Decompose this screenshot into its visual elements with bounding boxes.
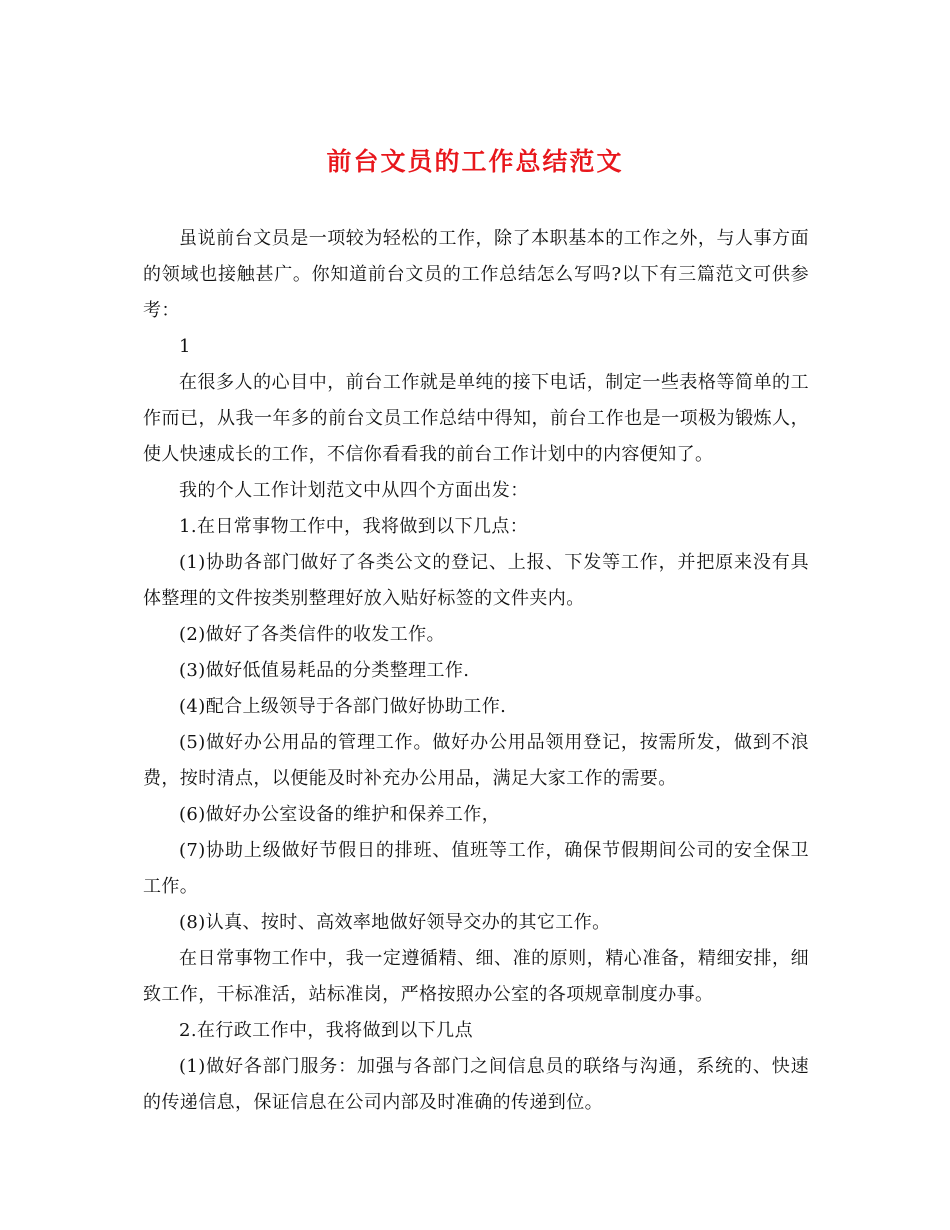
- paragraph: 在日常事物工作中，我一定遵循精、细、准的原则，精心准备，精细安排，细致工作，干标准活，站标准岗，严格按照办公室的各项规章制度办事。: [143, 948, 809, 1005]
- list-item: (3)做好低值易耗品的分类整理工作.: [179, 660, 470, 681]
- list-item: (8)认真、按时、高效率地做好领导交办的其它工作。: [179, 912, 611, 933]
- list-item: (1)协助各部门做好了各类公文的登记、上报、下发等工作，并把原来没有具体整理的文件按类别整理好放入贴好标签的文件夹内。: [143, 552, 809, 609]
- list-item: (4)配合上级领导于各部门做好协助工作.: [179, 696, 507, 717]
- list-item: (1)做好各部门服务：加强与各部门之间信息员的联络与沟通，系统的、快速的传递信息，保证信息在公司内部及时准确的传递到位。: [143, 1056, 809, 1113]
- list-item: (2)做好了各类信件的收发工作。: [179, 624, 445, 645]
- paragraph: 在很多人的心目中，前台工作就是单纯的接下电话，制定一些表格等简单的工作而已，从我一年多的前台文员工作总结中得知，前台工作也是一项极为锻炼人，使人快速成长的工作，不信你看看我的前台工作计划中的内容便知了。: [143, 372, 809, 465]
- paragraph-heading: 1.在日常事物工作中，我将做到以下几点：: [179, 516, 529, 537]
- document-title: 前台文员的工作总结范文: [326, 147, 624, 176]
- paragraph-intro: 虽说前台文员是一项较为轻松的工作，除了本职基本的工作之外，与人事方面的领域也接触甚广。你知道前台文员的工作总结怎么写吗?以下有三篇范文可供参考：: [143, 228, 809, 321]
- list-item: (5)做好办公用品的管理工作。做好办公用品领用登记，按需所发，做到不浪费，按时清点，以便能及时补充办公用品，满足大家工作的需要。: [143, 732, 809, 789]
- paragraph-heading: 2.在行政工作中，我将做到以下几点: [179, 1020, 473, 1041]
- document-body: [143, 221, 809, 1121]
- paragraph-section-number: 1: [179, 336, 191, 357]
- list-item: (7)协助上级做好节假日的排班、值班等工作，确保节假期间公司的安全保卫工作。: [143, 840, 809, 897]
- paragraph: 我的个人工作计划范文中从四个方面出发：: [179, 480, 529, 501]
- list-item: (6)做好办公室设备的维护和保养工作，: [179, 804, 501, 825]
